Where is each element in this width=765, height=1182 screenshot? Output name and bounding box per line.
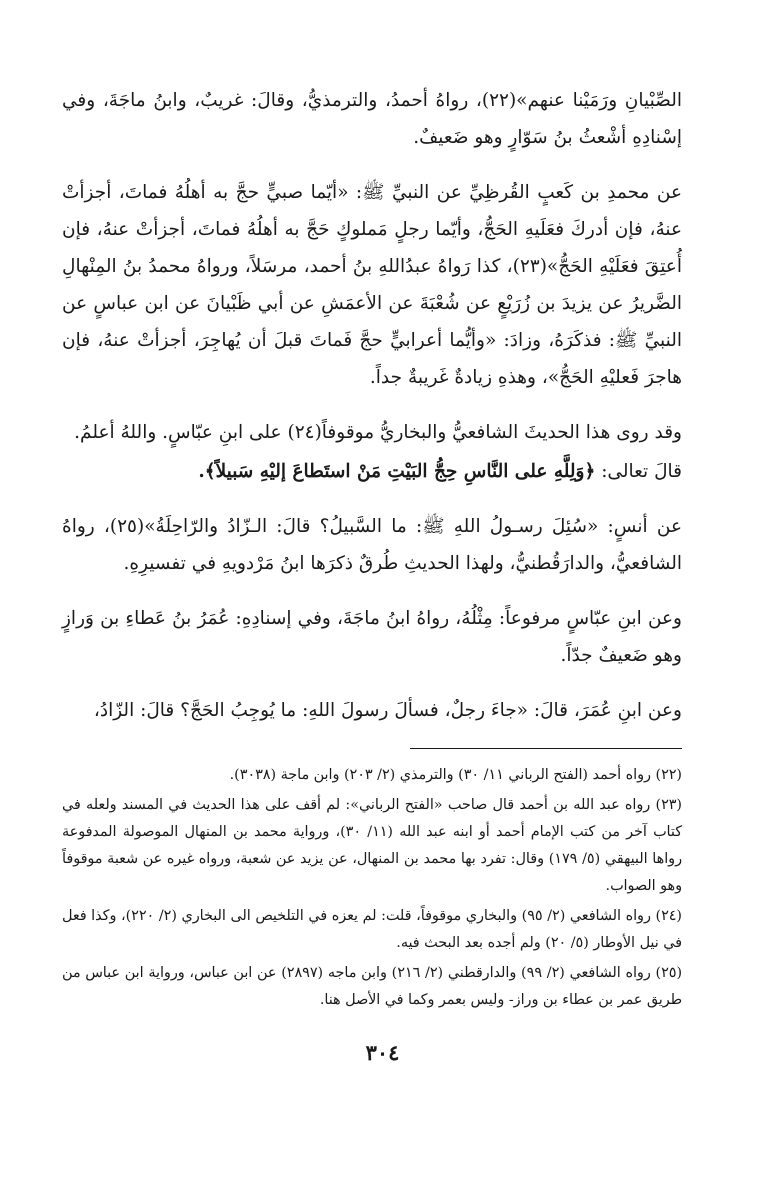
- footnote-25: (٢٥) رواه الشافعي (٢/ ٩٩) والدارقطني (٢/ ٢١٦) وابن ماجه (٢٨٩٧) عن ابن عباس، ورواية ابن عباس من طريق عمر بن عطاء بن وراز- وليس بعمر وكما في الأصل هنا.: [62, 965, 683, 1008]
- footnote-23: (٢٣) رواه عبد الله بن أحمد قال صاحب «الفتح الرباني»: لم أقف على هذا الحديث في المسند ولعله في كتاب آخر من كتب الإمام أحمد أو ابنه عبد الله (١١/ ٣٠)، ورواية محمد بن المنهال الموصولة المدفوعة رواها البيهقي (٥/ ١٧٩) وقال: تفرد بها محمد بن المنهال، عن يزيد عن شعبة، ورواه غيره عن شعبة موقوفاً وهو الصواب.: [62, 797, 682, 894]
- paragraph-2: عن محمدِ بن كَعبٍ القُرظِيِّ عن النبيِّ ﷺ: «أيّما صبيٍّ حجَّ به أهلُهُ فماتَ، أجزأتْ عنهُ، فإن أدركَ فعَلَيهِ الحَجُّ، وأيّما رجلٍ مَملوكٍ حَجَّ به أهلُهُ فماتَ، أجزأتْ عنهُ، فإن أُعتِقَ فعَلَيْهِ الحَجُّ»(٢٣)، كذا رَواهُ عبدُاللهِ بنُ أحمد، مرسَلاً، ورواهُ محمدُ بنُ المِنْهالِ الضَّريرُ عن يزيدَ بن زُرَيْعٍ عن شُعْبَةَ عن الأعمَشِ عن أبي ظَبْيانَ عن ابن عباسٍ عن النبيِّ ﷺ: فذكَرَهُ، وزادَ: «وأيُّما أعرابيٍّ حجَّ فَماتَ قبلَ أن يُهاجِرَ، أجزأتْ عنهُ، فإن هاجرَ فَعليْهِ الحَجُّ»، وهذهِ زيادةٌ غَريبةٌ جداً.: [62, 182, 682, 388]
- page-number: ٣٠٤: [365, 1040, 400, 1065]
- quran-verse: ﴿وَلِلَّهِ على النَّاسِ حِجُّ البَيْتِ مَنْ استَطاعَ إليْهِ سَبيلاً﴾.: [198, 461, 596, 482]
- paragraph-5: وعن ابنِ عبّاسٍ مرفوعاً: مِثْلُهُ، رواهُ ابنُ ماجَةَ، وفي إسنادِهِ: عُمَرُ بنُ عَطاءِ بن وَرازٍ وهو ضَعيفٌ جدّاً.: [62, 608, 682, 666]
- footnotes: [62, 762, 682, 1017]
- paragraph-1: الصِّبْيانِ ورَمَيْنا عنهم»(٢٢)، رواهُ أحمدُ، والترمذيُّ، وقالَ: غريبٌ، وابنُ ماجَةَ، وفي إسْنادِهِ أشْعثُ بنُ سَوّارٍ وهو ضَعيفٌ.: [62, 90, 682, 148]
- verse-line: [62, 453, 682, 490]
- main-text: [62, 82, 682, 747]
- paragraph-6: وعن ابنِ عُمَرَ، قالَ: «جاءَ رجلٌ، فسألَ رسولَ اللهِ: ما يُوجِبُ الحَجَّ؟ قالَ: الزّادُ،: [93, 700, 682, 721]
- footnote-divider: [410, 748, 682, 749]
- verse-intro: قالَ تعالى:: [601, 461, 682, 482]
- footnote-22: (٢٢) رواه أحمد (الفتح الرباني ١١/ ٣٠) والترمذي (٢/ ٢٠٣) وابن ماجة (٣٠٣٨).: [229, 767, 682, 783]
- paragraph-3: وقد روى هذا الحديثَ الشافعيُّ والبخاريُّ موقوفاً(٢٤) على ابنِ عبّاسٍ. واللهُ أعلمُ.: [74, 422, 682, 443]
- paragraph-4: عن أنسٍ: «سُئِلَ رسـولُ اللهِ ﷺ: ما السَّبيلُ؟ قالَ: الـزّادُ والرّاحِلَةُ»(٢٥)، رواهُ الشافعيُّ، والدارَقُطنيُّ، ولهذا الحديثِ طُرقٌ ذكرَها ابنُ مَرْدويهِ في تفسيرِهِ.: [62, 516, 682, 574]
- footnote-24: (٢٤) رواه الشافعي (٢/ ٩٥) والبخاري موقوفاً، قلت: لم يعزه في التلخيص الى البخاري (٢/ ٢٢٠)، وكذا فعل في نيل الأوطار (٥/ ٢٠) ولم أجده بعد البحث فيه.: [62, 908, 682, 951]
